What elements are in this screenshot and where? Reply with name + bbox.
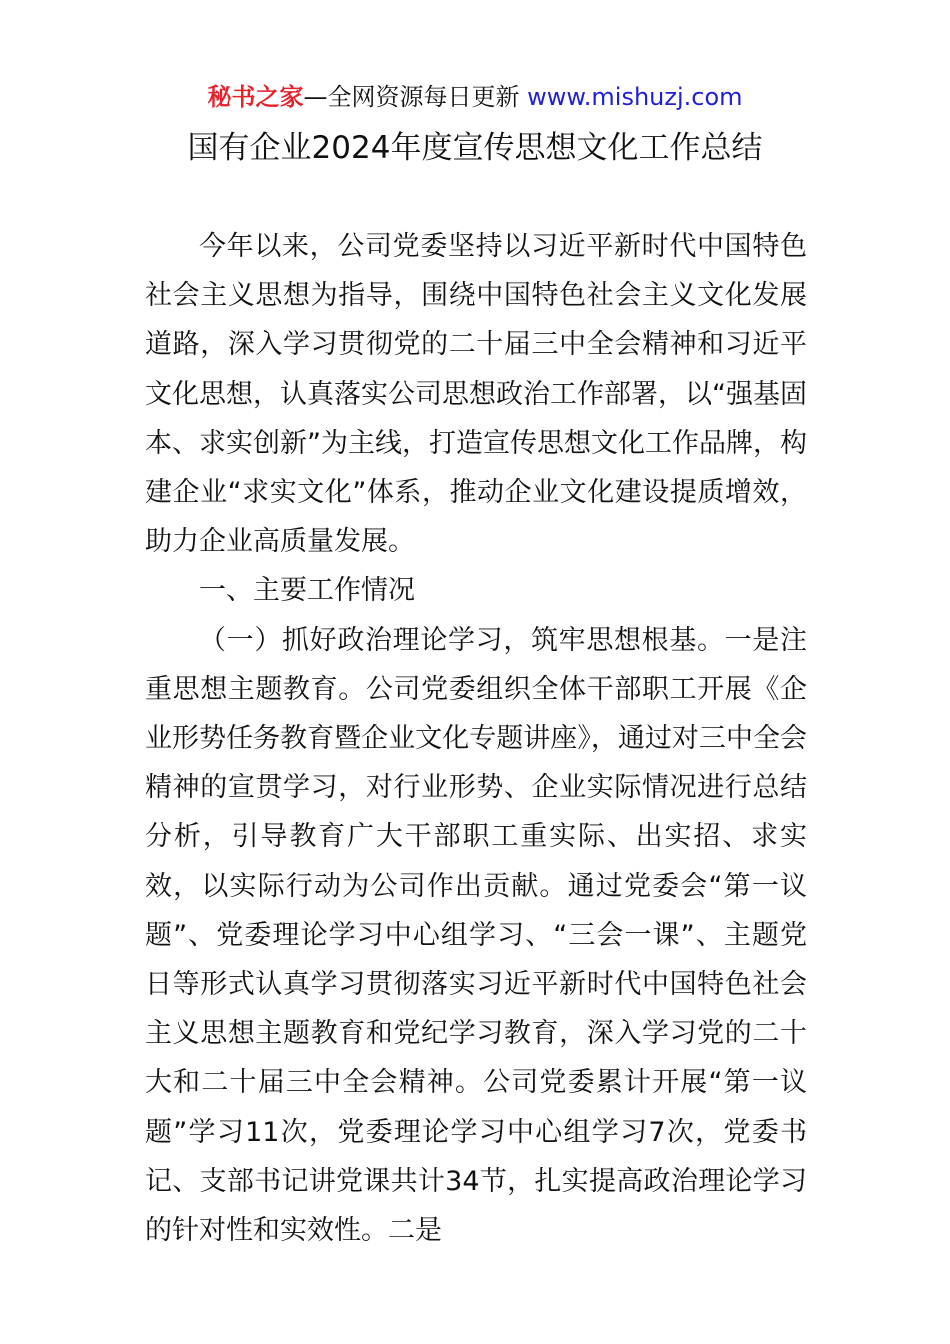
document-body bbox=[145, 222, 807, 1255]
site-tagline: —全网资源每日更新 bbox=[303, 83, 528, 111]
section-heading: 一、主要工作情况 bbox=[199, 575, 415, 607]
body-paragraph: （一）抓好政治理论学习，筑牢思想根基。一是注重思想主题教育。公司党委组织全体干部职工开展《企业形势任务教育暨企业文化专题讲座》，通过对三中全会精神的宣贯学习，对行业形势、企业实际情况进行总结分析，引导教育广大干部职工重实际、出实招、求实效，以实际行动为公司作出贡献。通过党委会“第一议题”、党委理论学习中心组学习、“三会一课”、主题党日等形式认真学习贯彻落实习近平新时代中国特色社会主义思想主题教育和党纪学习教育，深入学习党的二十大和二十届三中全会精神。公司党委累计开展“第一议题”学习11次，党委理论学习中心组学习7次，党委书记、支部书记讲党课共计34节，扎实提高政治理论学习的针对性和实效性。二是 bbox=[145, 624, 807, 1247]
site-header bbox=[0, 80, 950, 114]
document-title: 国有企业2024年度宣传思想文化工作总结 bbox=[187, 130, 763, 166]
site-name: 秘书之家 bbox=[207, 83, 304, 111]
intro-paragraph: 今年以来，公司党委坚持以习近平新时代中国特色社会主义思想为指导，围绕中国特色社会主义文化发展道路，深入学习贯彻党的二十届三中全会精神和习近平文化思想，认真落实公司思想政治工作部署，以“强基固本、求实创新”为主线，打造宣传思想文化工作品牌，构建企业“求实文化”体系，推动企业文化建设提质增效，助力企业高质量发展。 bbox=[145, 231, 807, 558]
site-url-link[interactable]: www.mishuzj.com bbox=[527, 83, 743, 111]
